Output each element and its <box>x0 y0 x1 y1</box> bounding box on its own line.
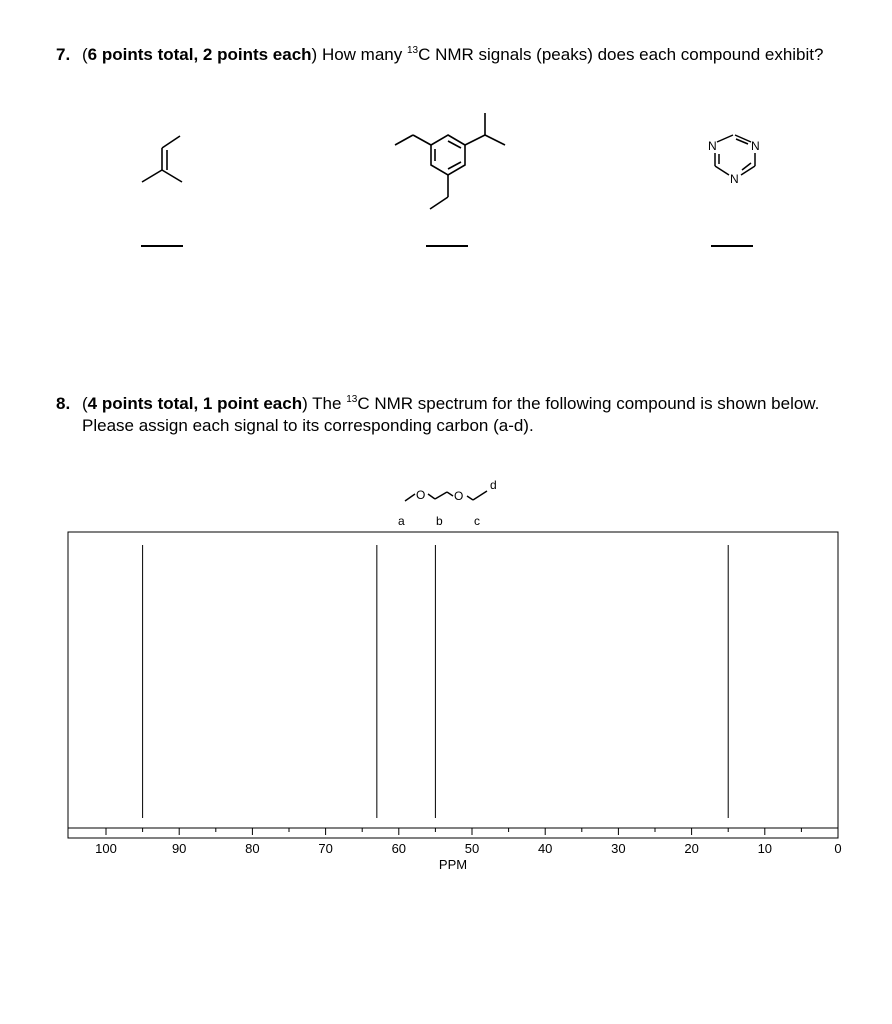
nmr-spectrum-chart <box>0 520 892 880</box>
question-8-number: 8. <box>56 394 71 413</box>
ether-oxygen-2: O <box>454 489 464 503</box>
question-7-points: 6 points total, 2 points each <box>87 45 312 64</box>
x-tick-label-80: 80 <box>245 841 260 856</box>
question-8-text-b: C NMR spectrum for the following compound is shown below. Please assign each signal to its corresponding carbon (a-d). <box>82 394 820 435</box>
question-7-isotope: 13 <box>406 45 419 56</box>
x-tick-label-20: 20 <box>684 841 699 856</box>
x-tick-label-100: 100 <box>95 841 117 856</box>
triazine-n2: N <box>751 139 760 153</box>
x-tick-label-60: 60 <box>391 841 407 856</box>
x-tick-label-10: 10 <box>757 841 773 856</box>
question-7-number: 7. <box>56 45 71 64</box>
compound-trisubstituted-benzene <box>385 105 515 220</box>
compound-2-methyl-2-butene <box>130 130 200 200</box>
question-7-text: (6 points total, 2 points each) How many $^{13}$C NMR signals (peaks) does each compound exhibit? <box>82 45 824 64</box>
question-8-text: (4 points total, 1 point each) The $^{13}$C NMR spectrum for the following compound is shown below. Please assign each signal to its corresponding carbon (a-d). <box>82 394 820 435</box>
triazine-n1: N <box>708 139 717 153</box>
answer-blank-1[interactable] <box>141 245 183 247</box>
x-tick-label-70: 70 <box>318 841 333 856</box>
x-tick-label-90: 90 <box>171 841 187 856</box>
triazine-n3: N <box>730 172 739 186</box>
x-axis-label: PPM <box>438 857 468 872</box>
x-tick-label-40: 40 <box>537 841 553 856</box>
answer-blank-2[interactable] <box>426 245 468 247</box>
question-8-points: 4 points total, 1 point each <box>87 394 303 413</box>
question-7-text-b: C NMR signals (peaks) does each compound exhibit? <box>418 45 824 64</box>
compound-triazine <box>700 130 770 190</box>
x-tick-label-50: 50 <box>464 841 480 856</box>
label-b: b <box>436 514 443 528</box>
label-d: d <box>490 478 497 492</box>
question-8-isotope: 13 <box>346 394 358 405</box>
label-c: c <box>474 514 480 528</box>
x-tick-label-0: 0 <box>834 841 842 856</box>
ether-oxygen-1: O <box>416 488 426 502</box>
question-7-text-a: How many <box>321 45 407 64</box>
x-tick-label-30: 30 <box>611 841 626 856</box>
answer-blank-3[interactable] <box>711 245 753 247</box>
label-a: a <box>398 514 405 528</box>
spectrum-frame <box>68 532 838 838</box>
question-8-text-a: The <box>312 394 347 413</box>
